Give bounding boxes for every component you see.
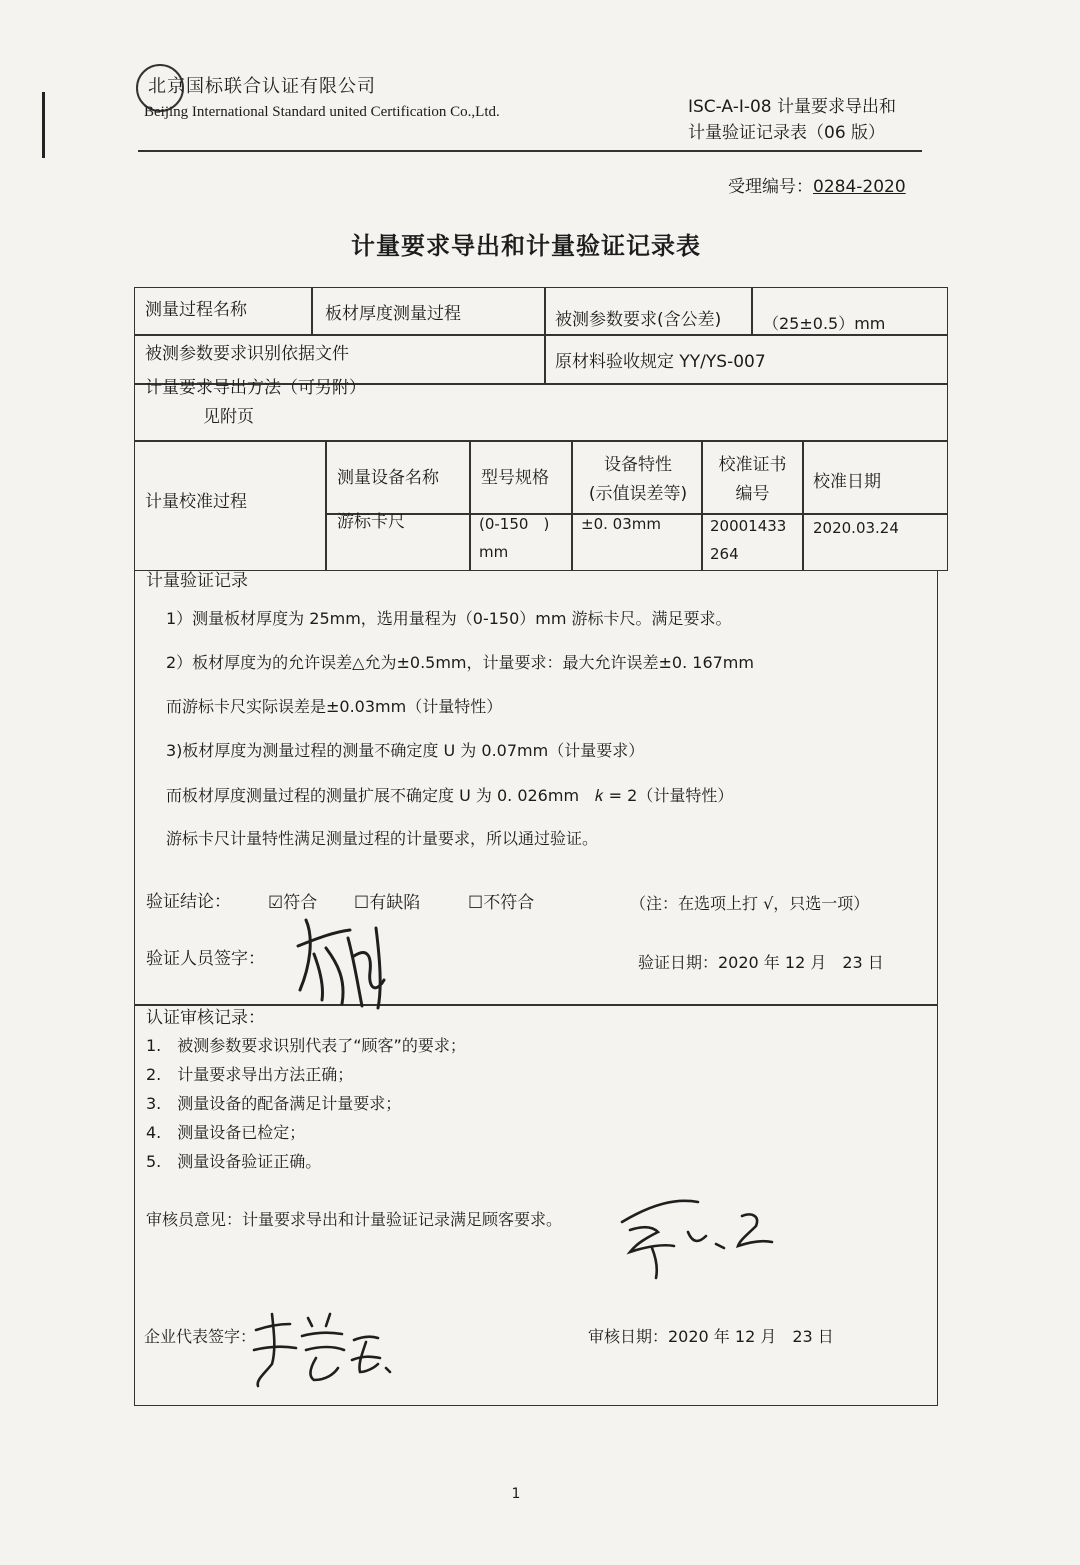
acceptance-label: 受理编号：	[728, 177, 813, 197]
col-feature-line2: (示值误差等)	[588, 484, 688, 504]
col-device-name: 测量设备名称	[337, 468, 439, 488]
verification-date: 验证日期：2020 年 12 月 23 日	[638, 953, 884, 972]
process-name-value: 板材厚度测量过程	[325, 304, 461, 324]
param-requirement-label: 被测参数要求(含公差)	[555, 310, 722, 330]
company-name-cn: 北京国标联合认证有限公司	[148, 76, 376, 97]
verification-line-1: 1）测量板材厚度为 25mm，选用量程为（0-150）mm 游标卡尺。满足要求。	[166, 609, 732, 628]
acceptance-number	[728, 172, 906, 197]
col-feature-line1: 设备特性	[604, 455, 672, 475]
verifier-signature	[292, 908, 402, 1012]
col-cert-line2: 编号	[735, 484, 770, 504]
option-defect: ☐有缺陷	[354, 893, 421, 913]
calib-date-value: 2020.03.24	[813, 519, 899, 537]
form-code	[688, 94, 928, 146]
verification-line-6: 游标卡尺计量特性满足测量过程的计量要求，所以通过验证。	[166, 829, 599, 848]
derive-method-label: 计量要求导出方法（可另附）	[145, 378, 366, 398]
model-value	[479, 510, 549, 566]
table-rule	[571, 440, 573, 570]
auditor-opinion: 审核员意见：计量要求导出和计量验证记录满足顾客要求。	[146, 1210, 563, 1229]
table-rule	[544, 288, 546, 383]
basis-document-value: 原材料验收规定 YY/YS-007	[555, 352, 766, 372]
audit-item-3: 3. 测量设备的配备满足计量要求；	[146, 1094, 402, 1113]
auditor-signature	[612, 1186, 782, 1282]
audit-label: 认证审核记录：	[146, 1008, 265, 1028]
verification-label: 计量验证记录	[146, 571, 248, 591]
process-name-label: 测量过程名称	[145, 300, 247, 320]
form-code-line2: 计量验证记录表（06 版）	[688, 123, 886, 143]
calibration-process-label: 计量校准过程	[145, 492, 247, 512]
table-rule	[701, 440, 703, 570]
verification-line-2: 2）板材厚度为的允许误差△允为±0.5mm，计量要求：最大允许误差±0. 167mm	[166, 653, 754, 672]
document-title: 计量要求导出和计量验证记录表	[351, 232, 701, 260]
rep-signature-label: 企业代表签字：	[144, 1327, 257, 1346]
audit-item-1: 1. 被测参数要求识别代表了“顾客”的要求；	[146, 1036, 466, 1055]
col-model: 型号规格	[481, 468, 549, 488]
page-edge-mark	[42, 92, 45, 158]
verification-line-4: 3)板材厚度为测量过程的测量不确定度 U 为 0.07mm（计量要求）	[166, 741, 645, 760]
audit-item-4: 4. 测量设备已检定；	[146, 1123, 306, 1142]
audit-date: 审核日期：2020 年 12 月 23 日	[588, 1327, 834, 1346]
table-rule	[135, 440, 947, 442]
model-value-line1: (0-150 )	[479, 515, 550, 533]
feature-value: ±0. 03mm	[581, 515, 661, 533]
option-conform: ☑符合	[268, 893, 318, 913]
conclusion-note: （注：在选项上打 √，只选一项）	[630, 894, 870, 913]
verification-line-5: 而板材厚度测量过程的测量扩展不确定度 U 为 0. 026mm 𝑘 = 2（计量特性）	[166, 786, 734, 805]
col-feature	[579, 451, 697, 509]
verifier-signature-label: 验证人员签字：	[146, 949, 265, 969]
cert-number-line1: 20001433	[710, 517, 787, 535]
table-rule	[469, 440, 471, 570]
param-requirement-value: （25±0.5）mm	[763, 314, 886, 333]
basis-document-label: 被测参数要求识别依据文件	[145, 344, 349, 364]
form-code-line1: ISC-A-I-08 计量要求导出和	[688, 97, 897, 117]
table-rule	[751, 288, 753, 334]
audit-item-5: 5. 测量设备验证正确。	[146, 1152, 322, 1171]
model-value-line2: mm	[479, 543, 509, 561]
verification-line-3: 而游标卡尺实际误差是±0.03mm（计量特性）	[166, 697, 503, 716]
representative-signature	[246, 1302, 406, 1388]
col-calib-date: 校准日期	[813, 472, 881, 492]
cert-number-line2: 264	[710, 545, 739, 563]
table-rule	[802, 440, 804, 570]
page-number: 1	[511, 1486, 521, 1502]
option-nonconform: ☐不符合	[468, 893, 535, 913]
col-cert-line1: 校准证书	[718, 455, 787, 475]
derive-method-value: 见附页	[203, 407, 254, 427]
header-divider	[138, 150, 922, 152]
record-table	[134, 287, 948, 571]
conclusion-label: 验证结论：	[146, 892, 231, 912]
acceptance-value: 0284-2020	[813, 177, 906, 197]
table-rule	[325, 440, 327, 570]
cert-number-value	[710, 512, 786, 568]
col-cert-number	[705, 451, 800, 509]
audit-item-2: 2. 计量要求导出方法正确；	[146, 1065, 354, 1084]
device-name-value: 游标卡尺	[337, 512, 405, 532]
table-rule	[311, 288, 313, 334]
company-name-en: Beijing International Standard united Certification Co.,Ltd.	[144, 104, 500, 120]
